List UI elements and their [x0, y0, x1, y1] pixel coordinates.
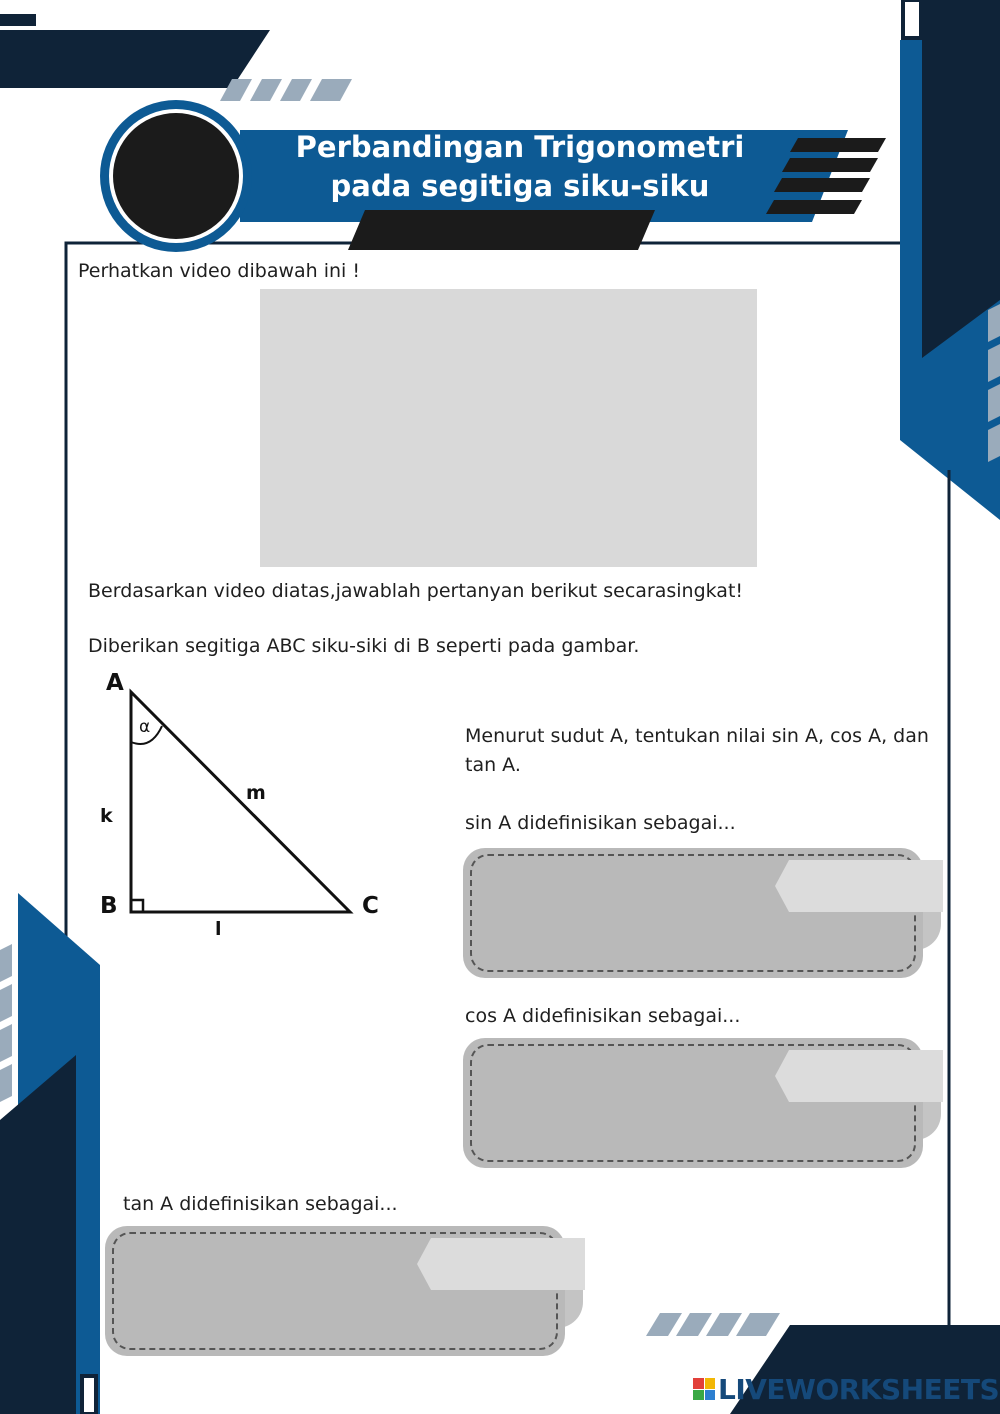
angle-alpha-label: α	[139, 717, 151, 737]
vertex-a-label: A	[106, 670, 124, 696]
triangle-abc	[131, 692, 350, 912]
side-l-label: l	[215, 918, 222, 940]
vertex-b-label: B	[100, 893, 118, 919]
right-angle-mark	[131, 900, 143, 912]
cos-answer-box[interactable]	[463, 1038, 943, 1168]
title-line-1: Perbandingan Trigonometri	[295, 130, 745, 164]
vertex-c-label: C	[362, 893, 379, 919]
triangle-figure	[95, 670, 395, 950]
brand-icon	[693, 1378, 715, 1400]
tan-label: tan A didefinisikan sebagai...	[123, 1193, 398, 1215]
watch-prompt: Perhatkan video dibawah ini !	[78, 260, 360, 282]
side-k-label: k	[100, 805, 113, 827]
title-line-2: pada segitiga siku-siku	[330, 169, 710, 203]
liveworksheets-logo[interactable]	[693, 1372, 999, 1406]
tan-answer-box[interactable]	[105, 1226, 585, 1356]
page-title	[250, 128, 790, 206]
side-m-label: m	[246, 782, 266, 804]
question-prompt: Menurut sudut A, tentukan nilai sin A, cos A, dan tan A.	[465, 725, 929, 776]
sin-label: sin A didefinisikan sebagai...	[465, 812, 736, 834]
video-player[interactable]	[260, 289, 757, 567]
sin-answer-box[interactable]	[463, 848, 943, 978]
given-text: Diberikan segitiga ABC siku-siki di B seperti pada gambar.	[88, 635, 640, 657]
cos-label: cos A didefinisikan sebagai...	[465, 1005, 741, 1027]
instruction-text: Berdasarkan video diatas,jawablah pertanyan berikut secarasingkat!	[88, 580, 744, 602]
brand-wordmark: LIVEWORKSHEETS	[718, 1372, 1000, 1406]
